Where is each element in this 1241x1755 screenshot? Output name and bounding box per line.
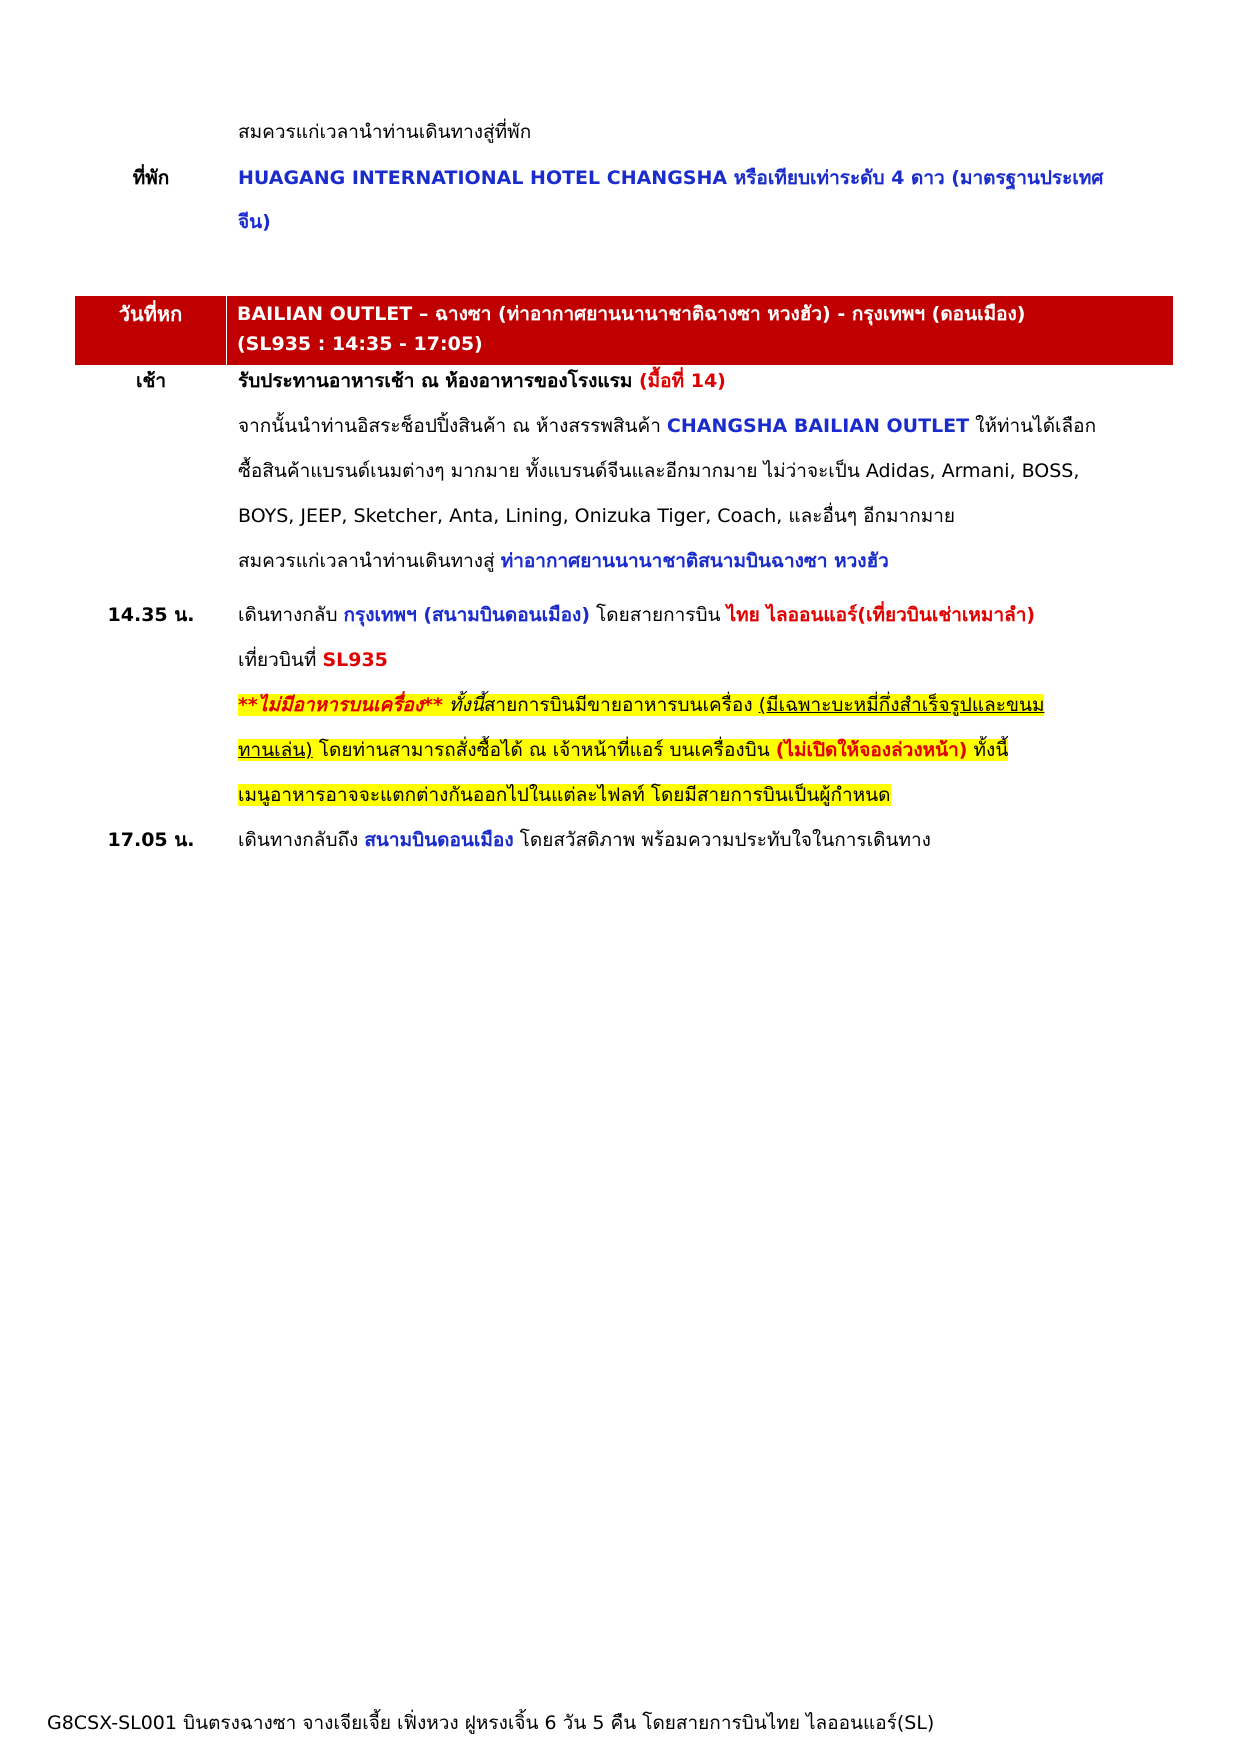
day-title-line1: BAILIAN OUTLET – ฉางซา (ท่าอากาศยานนานาชาติฉางซา หวงฮัว) - กรุงเทพฯ (ดอนเมือง) [237,303,1026,325]
arrive-closing: โดยสวัสดิภาพ พร้อมความประทับใจในการเดินทาง [513,829,931,851]
day-header-divider [226,296,227,365]
to-airport-line [238,539,889,583]
airline-name: ไทย ไลออนแอร์(เที่ยวบินเช่าเหมาลำ) [726,604,1036,626]
depart-by: โดยสายการบิน [590,604,727,626]
depart-line1 [238,593,1035,637]
hotel-label: ที่พัก [132,167,170,189]
meal-number: (มื้อที่ 14) [638,370,726,392]
to-airport-text: สมควรแก่เวลานำท่านเดินทางสู่ [238,550,501,572]
breakfast-text: รับประทานอาหารเช้า ณ ห้องอาหารของโรงแรม [238,370,639,392]
note-items-line1: (มีเฉพาะบะหมี่กึ่งสำเร็จรูปและขนม [758,694,1045,716]
arrive-place: สนามบินดอนเมือง [364,829,514,851]
depart-time: 14.35 น. [107,604,195,626]
note-sells-food: สายการบินมีขายอาหารบนเครื่อง [483,694,759,716]
hotel-name-line2: จีน) [238,211,271,233]
shopping-choose: ให้ท่านได้เลือก [969,415,1097,437]
day-label: วันที่หก [118,302,183,326]
breakfast-line [238,359,726,403]
note-menu-text: เมนูอาหารอาจจะแตกต่างกันออกไปในแต่ละไฟลท์ โดยมีสายการบินเป็นผู้กำหนด [238,784,891,806]
day-title-line2: (SL935 : 14:35 - 17:05) [237,333,483,355]
note-also: ทั้งนี้ [967,739,1009,761]
depart-destination: กรุงเทพฯ (สนามบินดอนเมือง) [343,604,590,626]
day-title [237,296,1025,359]
shopping-intro: จากนั้นนำท่านอิสระช็อปปิ้งสินค้า ณ ห้างสรรพสินค้า [238,415,667,437]
morning-label: เช้า [135,370,167,392]
shopping-place: CHANGSHA BAILIAN OUTLET [666,415,970,437]
page-footer: G8CSX-SL001 บินตรงฉางซา จางเจียเจี้ย เฟิ่งหวง ฝูหรงเจิ้น 6 วัน 5 คืน โดยสายการบินไทย ไลออนแอร์(SL) [47,1712,935,1734]
note-order-text: โดยท่านสามารถสั่งซื้อได้ ณ เจ้าหน้าที่แอร์ บนเครื่องบิน [312,739,776,761]
day-header-row [75,296,1173,365]
shopping-line3: BOYS, JEEP, Sketcher, Anta, Lining, Onizuka Tiger, Coach, และอื่นๆ อีกมากมาย [238,505,956,527]
flight-line [238,638,388,682]
arrive-line [238,818,931,862]
arrive-text: เดินทางกลับถึง [238,829,365,851]
travel-to-hotel-text: สมควรแก่เวลานำท่านเดินทางสู่ที่พัก [238,121,532,143]
airport-name: ท่าอากาศยานนานาชาติสนามบินฉางซา หวงฮัว [500,550,889,572]
depart-text: เดินทางกลับ [238,604,344,626]
note-no-preorder: (ไม่เปิดให้จองล่วงหน้า) [775,739,968,761]
no-meal-note: **ไม่มีอาหารบนเครื่อง** [238,694,443,716]
shopping-line2: ซื้อสินค้าแบรนด์เนมต่างๆ มากมาย ทั้งแบรนด์จีนและอีกมากมาย ไม่ว่าจะเป็น Adidas, Armani, BOSS, [238,460,1080,482]
flight-label: เที่ยวบินที่ [238,649,323,671]
shopping-line1 [238,404,1096,448]
meal-note-line1 [238,683,1044,727]
meal-note-line2 [238,728,1008,772]
flight-number: SL935 [322,649,388,671]
note-conjunction: ทั้งนี้ [442,694,484,716]
hotel-name-line1: HUAGANG INTERNATIONAL HOTEL CHANGSHA หรือเทียบเท่าระดับ 4 ดาว (มาตรฐานประเทศ [238,167,1104,189]
arrive-time: 17.05 น. [107,829,195,851]
meal-note-line3 [238,773,891,817]
note-items-line2: ทานเล่น) [238,739,313,761]
